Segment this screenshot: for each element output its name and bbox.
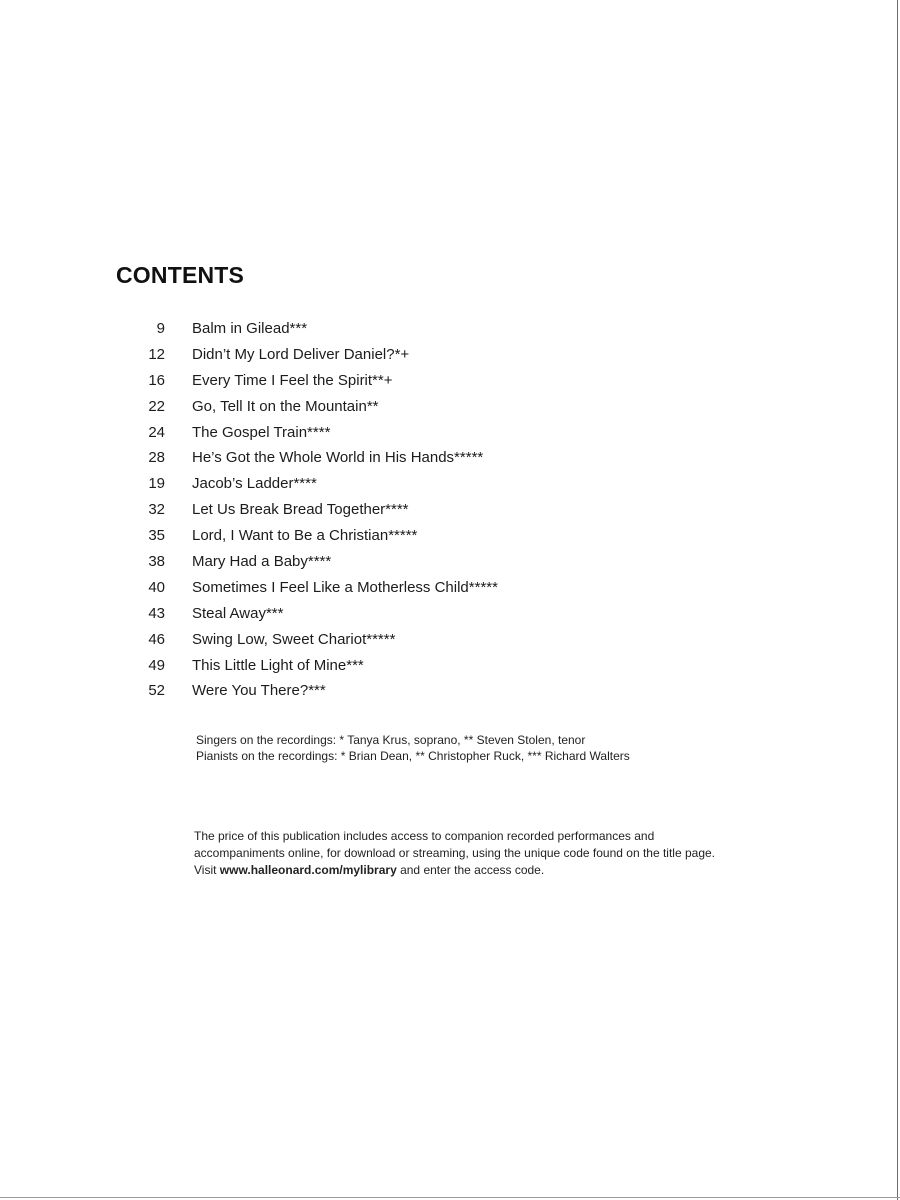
toc-song-title: He’s Got the Whole World in His Hands*****	[192, 449, 484, 467]
table-of-contents	[0, 318, 900, 706]
toc-song-title: Lord, I Want to Be a Christian*****	[192, 527, 418, 545]
toc-page-number: 35	[148, 527, 165, 545]
page-edge-bottom	[0, 1197, 900, 1198]
visit-suffix: and enter the access code.	[396, 863, 545, 877]
toc-song-title: Swing Low, Sweet Chariot*****	[192, 630, 396, 648]
access-notice	[194, 828, 715, 879]
toc-entry	[0, 318, 900, 344]
toc-entry	[0, 473, 900, 499]
toc-page-number: 40	[148, 578, 165, 596]
toc-song-title: Every Time I Feel the Spirit**+	[192, 371, 393, 389]
contents-heading: CONTENTS	[116, 262, 245, 288]
toc-entry	[0, 629, 900, 655]
toc-page-number: 49	[148, 656, 165, 674]
toc-song-title: Jacob’s Ladder****	[192, 475, 317, 493]
notice-line-2: accompaniments online, for download or streaming, using the unique code found on the title page.	[194, 846, 716, 860]
toc-song-title: Balm in Gilead***	[192, 320, 308, 337]
toc-entry	[0, 577, 900, 603]
toc-entry	[0, 603, 900, 629]
singers-credit: Singers on the recordings: * Tanya Krus, soprano, ** Steven Stolen, tenor	[196, 733, 586, 747]
mylibrary-link[interactable]: www.halleonard.com/mylibrary	[219, 863, 397, 877]
toc-entry	[0, 680, 900, 706]
toc-page-number: 24	[148, 423, 165, 441]
toc-page-number: 16	[148, 371, 165, 389]
toc-song-title: The Gospel Train****	[192, 423, 331, 441]
toc-page-number: 38	[148, 553, 165, 571]
toc-page-number: 32	[148, 501, 165, 519]
toc-entry	[0, 422, 900, 448]
toc-song-title: This Little Light of Mine***	[192, 656, 364, 674]
toc-entry	[0, 447, 900, 473]
toc-entry	[0, 525, 900, 551]
toc-entry	[0, 655, 900, 681]
recording-credits	[196, 732, 630, 764]
toc-song-title: Go, Tell It on the Mountain**	[192, 397, 379, 415]
notice-line-1: The price of this publication includes access to companion recorded performances and	[194, 829, 655, 843]
toc-page-number: 43	[148, 604, 165, 622]
toc-song-title: Sometimes I Feel Like a Motherless Child*****	[192, 578, 498, 596]
toc-entry	[0, 370, 900, 396]
toc-page-number: 9	[156, 320, 165, 337]
toc-song-title: Let Us Break Bread Together****	[192, 501, 409, 519]
toc-song-title: Didn’t My Lord Deliver Daniel?*+	[192, 345, 410, 363]
toc-song-title: Were You There?***	[192, 682, 326, 700]
toc-song-title: Steal Away***	[192, 604, 284, 622]
toc-page-number: 22	[148, 397, 165, 415]
toc-entry	[0, 499, 900, 525]
toc-page-number: 46	[148, 630, 165, 648]
notice-line-3	[194, 862, 715, 879]
toc-entry	[0, 396, 900, 422]
toc-entry	[0, 551, 900, 577]
toc-page-number: 19	[148, 475, 165, 493]
visit-prefix: Visit	[194, 863, 220, 877]
toc-page-number: 28	[148, 449, 165, 467]
toc-page-number: 52	[148, 682, 165, 700]
toc-page-number: 12	[148, 345, 165, 363]
toc-song-title: Mary Had a Baby****	[192, 553, 332, 571]
toc-entry	[0, 344, 900, 370]
pianists-credit: Pianists on the recordings: * Brian Dean, ** Christopher Ruck, *** Richard Walters	[196, 749, 630, 763]
